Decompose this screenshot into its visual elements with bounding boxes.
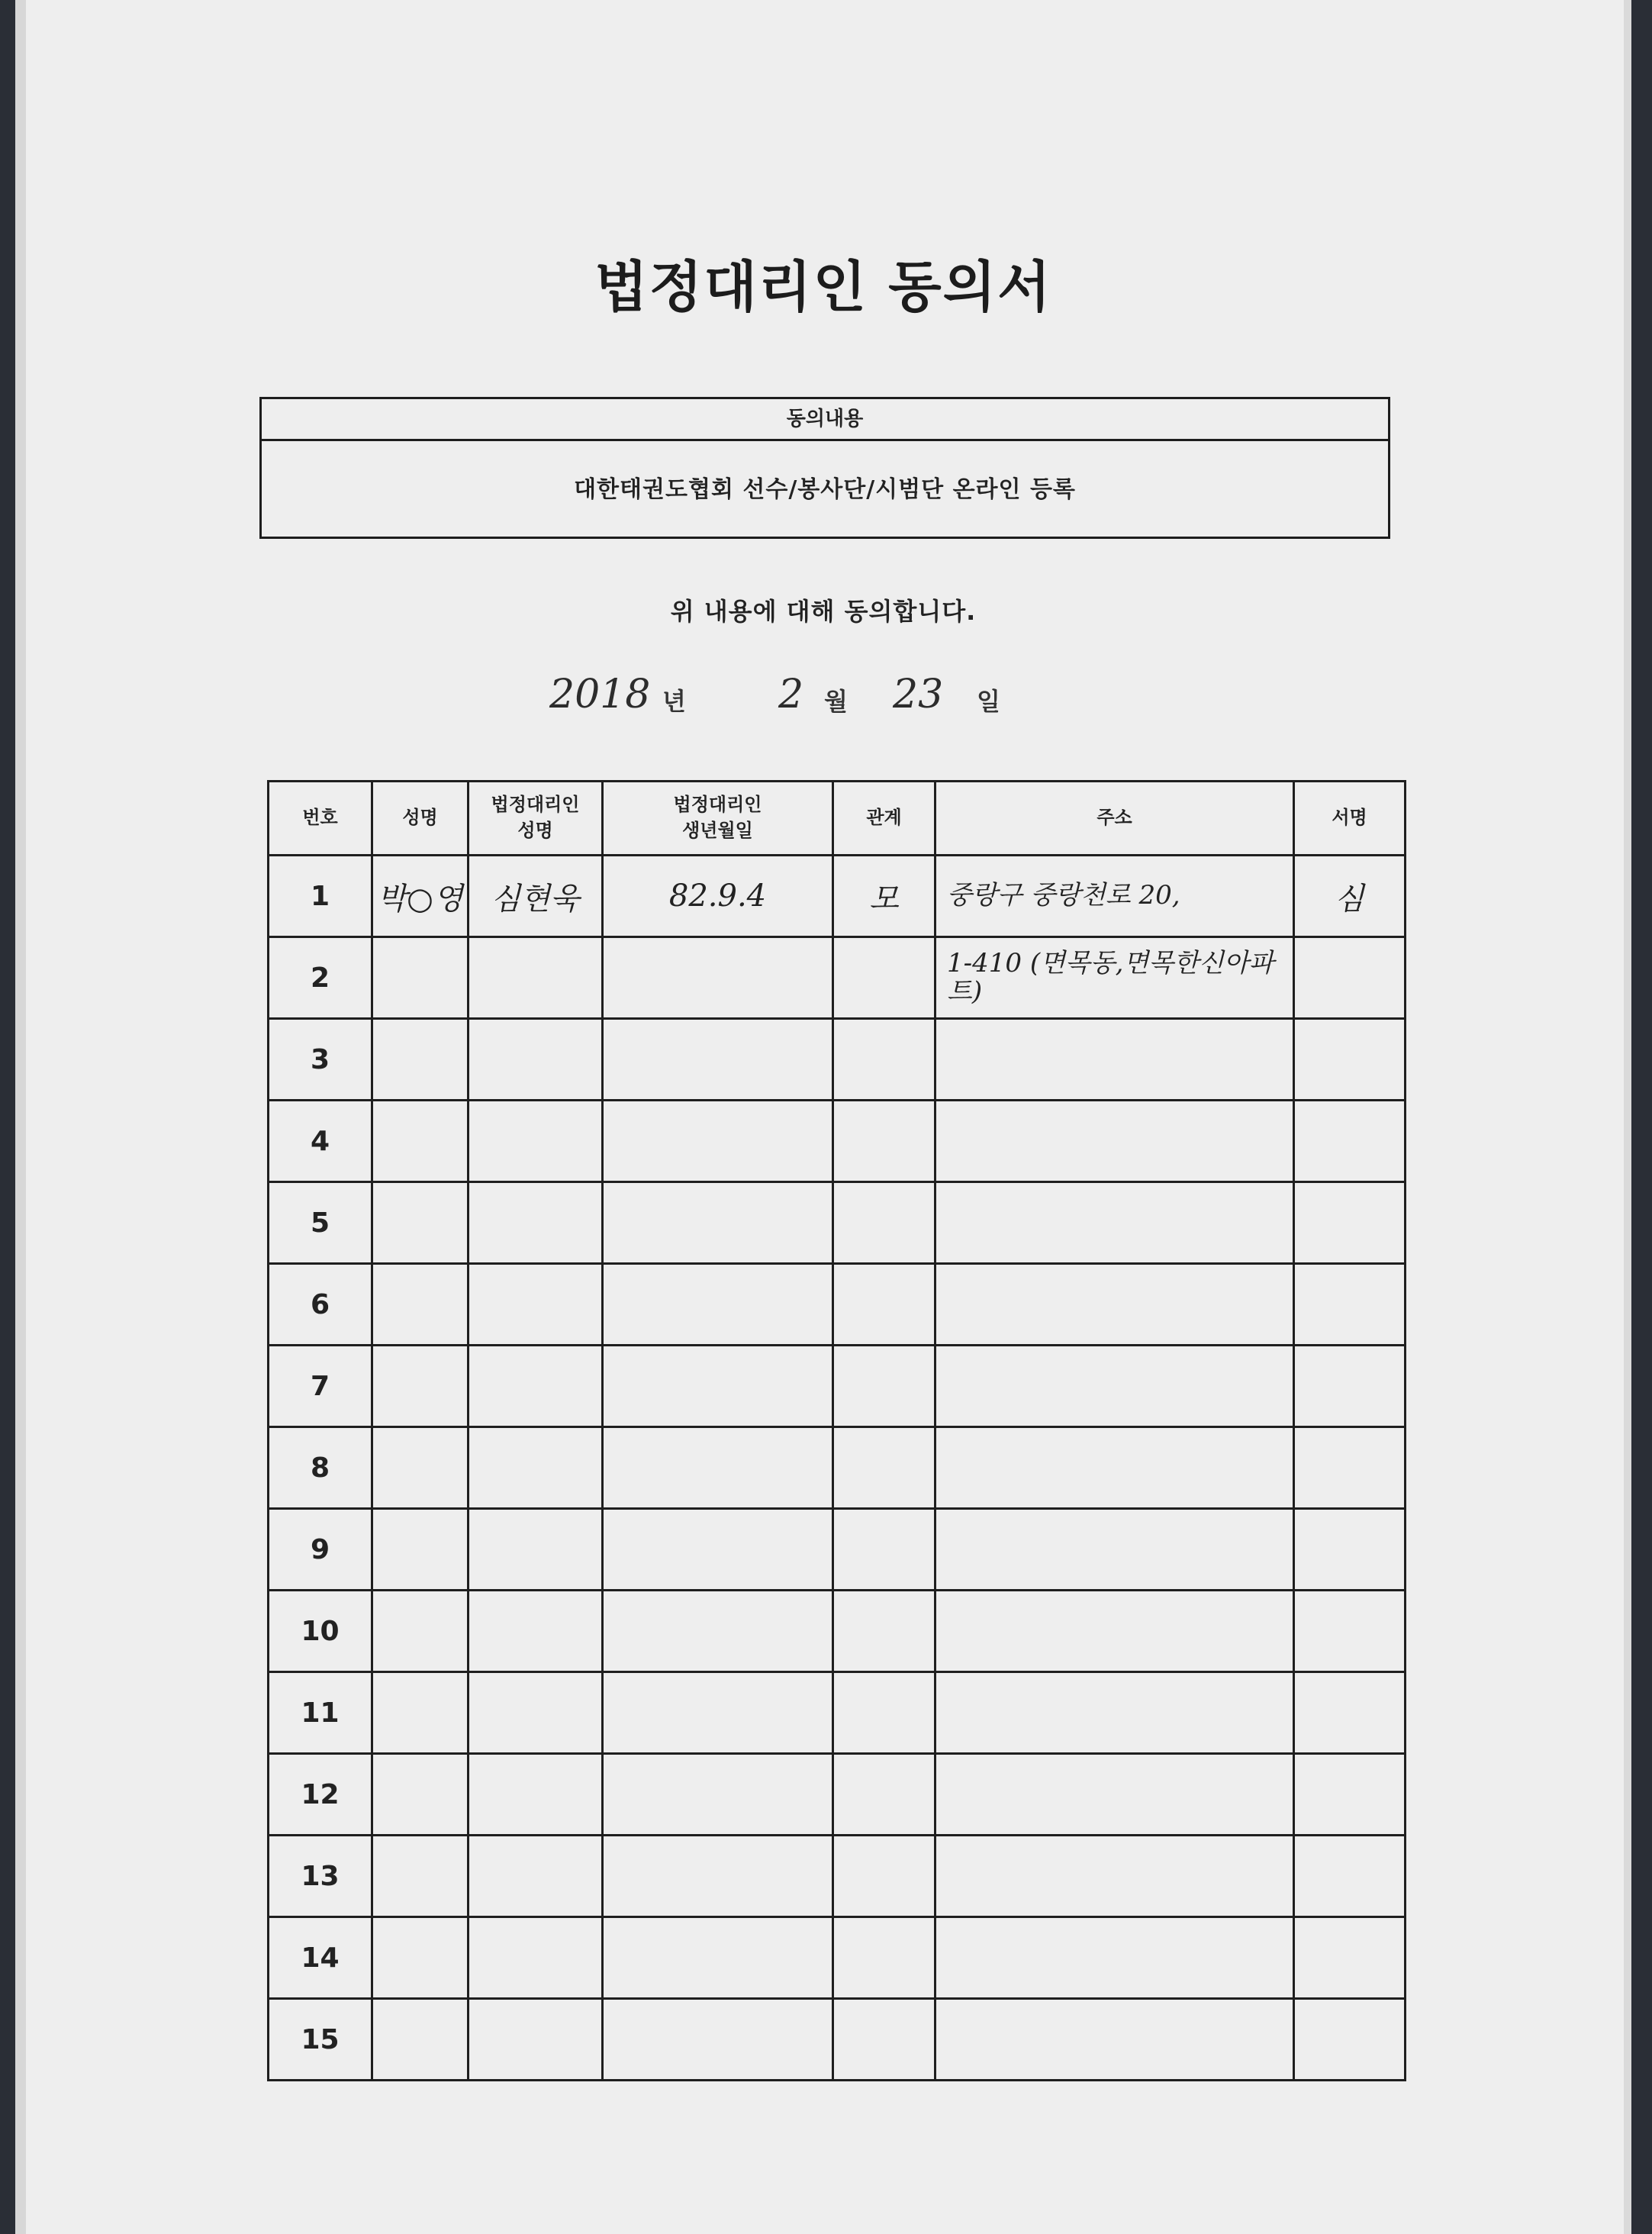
row-number-cell: 5 — [269, 1182, 372, 1264]
table-row — [269, 1591, 1406, 1672]
table-row — [269, 1182, 1406, 1264]
student-name-cell — [372, 1101, 469, 1182]
guardian-name-cell — [469, 1101, 603, 1182]
student-name-cell — [372, 1427, 469, 1509]
relation-cell — [833, 1836, 935, 1917]
guardian-name-cell — [469, 1591, 603, 1672]
student-name-cell — [372, 1019, 469, 1101]
guardian-name-cell — [469, 1672, 603, 1754]
guardian-name-cell — [469, 1917, 603, 1999]
guardian-birthdate-cell — [603, 1019, 833, 1101]
signature-cell: 심 — [1294, 856, 1406, 937]
guardian-name-cell: 심현욱 — [469, 856, 603, 937]
student-name-cell: 박○영 — [372, 856, 469, 937]
row-number-cell: 6 — [269, 1264, 372, 1346]
header-name: 성명 — [372, 782, 469, 856]
row-number-cell: 3 — [269, 1019, 372, 1101]
guardian-name-cell — [469, 1509, 603, 1591]
row-number-cell: 1 — [269, 856, 372, 937]
table-row — [269, 937, 1406, 1019]
signature-cell — [1294, 1509, 1406, 1591]
row-number-cell: 10 — [269, 1591, 372, 1672]
date-month-unit: 월 — [824, 687, 848, 716]
date-month: 2 — [778, 672, 804, 717]
student-name-cell — [372, 1182, 469, 1264]
header-signature: 서명 — [1294, 782, 1406, 856]
relation-cell — [833, 937, 935, 1019]
row-number-cell: 11 — [269, 1672, 372, 1754]
table-row — [269, 1999, 1406, 2081]
signature-cell — [1294, 937, 1406, 1019]
guardian-birthdate-cell — [603, 1754, 833, 1836]
consent-body: 대한태권도협회 선수/봉사단/시범단 온라인 등록 — [574, 476, 1076, 503]
header-guardian-birth: 법정대리인 생년월일 — [603, 782, 833, 856]
guardian-name-cell — [469, 1427, 603, 1509]
address-cell — [935, 1754, 1294, 1836]
header-guardian-name: 법정대리인 성명 — [469, 782, 603, 856]
address-cell — [935, 1836, 1294, 1917]
paper-sheet — [15, 0, 1631, 2234]
relation-cell — [833, 1754, 935, 1836]
guardian-name-cell — [469, 1346, 603, 1427]
relation-cell — [833, 1672, 935, 1754]
address-cell — [935, 1672, 1294, 1754]
guardian-name-cell — [469, 1754, 603, 1836]
signature-cell — [1294, 1182, 1406, 1264]
guardian-birthdate-cell — [603, 1264, 833, 1346]
student-name-cell — [372, 1754, 469, 1836]
relation-cell — [833, 1999, 935, 2081]
header-relation: 관계 — [833, 782, 935, 856]
guardian-birthdate-cell — [603, 1427, 833, 1509]
guardian-birthdate-cell — [603, 1101, 833, 1182]
table-row — [269, 1917, 1406, 1999]
row-number-cell: 9 — [269, 1509, 372, 1591]
address-cell — [935, 1999, 1294, 2081]
signature-cell — [1294, 1264, 1406, 1346]
paper-edge-left — [15, 0, 26, 2234]
date-line — [549, 672, 1084, 733]
signature-cell — [1294, 1346, 1406, 1427]
table-row — [269, 1346, 1406, 1427]
table-row — [269, 1264, 1406, 1346]
relation-cell — [833, 1182, 935, 1264]
student-name-cell — [372, 1836, 469, 1917]
guardian-birthdate-cell — [603, 1672, 833, 1754]
guardian-birthdate-cell — [603, 1509, 833, 1591]
consent-header: 동의내용 — [262, 399, 1388, 441]
row-number-cell: 13 — [269, 1836, 372, 1917]
signature-cell — [1294, 1917, 1406, 1999]
relation-cell — [833, 1427, 935, 1509]
header-address: 주소 — [935, 782, 1294, 856]
document-title: 법정대리인 동의서 — [594, 255, 1052, 319]
guardian-birthdate-cell — [603, 937, 833, 1019]
row-number-cell: 12 — [269, 1754, 372, 1836]
address-cell — [935, 1427, 1294, 1509]
relation-cell — [833, 1019, 935, 1101]
date-year: 2018 — [549, 672, 651, 717]
table-row — [269, 856, 1406, 937]
guardian-birthdate-cell: 82.9.4 — [603, 856, 833, 937]
relation-cell — [833, 1591, 935, 1672]
paper-edge-right — [1624, 0, 1631, 2234]
student-name-cell — [372, 1999, 469, 2081]
student-name-cell — [372, 1264, 469, 1346]
signature-cell — [1294, 1999, 1406, 2081]
table-row — [269, 1509, 1406, 1591]
date-year-unit: 년 — [662, 687, 686, 716]
guardian-birthdate-cell — [603, 1917, 833, 1999]
guardian-birthdate-cell — [603, 1182, 833, 1264]
student-name-cell — [372, 1591, 469, 1672]
relation-cell — [833, 1346, 935, 1427]
header-number: 번호 — [269, 782, 372, 856]
table-row — [269, 1019, 1406, 1101]
signature-cell — [1294, 1754, 1406, 1836]
date-day-unit: 일 — [977, 687, 1000, 716]
table-row — [269, 1672, 1406, 1754]
signature-cell — [1294, 1019, 1406, 1101]
address-cell — [935, 1264, 1294, 1346]
signature-cell — [1294, 1427, 1406, 1509]
address-cell — [935, 1591, 1294, 1672]
guardian-name-cell — [469, 1999, 603, 2081]
student-name-cell — [372, 1917, 469, 1999]
guardian-name-cell — [469, 1264, 603, 1346]
guardian-name-cell — [469, 937, 603, 1019]
address-cell — [935, 1346, 1294, 1427]
guardian-name-cell — [469, 1182, 603, 1264]
signature-cell — [1294, 1672, 1406, 1754]
student-name-cell — [372, 937, 469, 1019]
address-cell: 1-410 (면목동,면목한신아파트) — [935, 937, 1294, 1019]
date-day: 23 — [893, 672, 944, 717]
table-header-row — [269, 782, 1406, 856]
consent-box — [259, 397, 1390, 539]
row-number-cell: 14 — [269, 1917, 372, 1999]
row-number-cell: 8 — [269, 1427, 372, 1509]
signature-cell — [1294, 1836, 1406, 1917]
table-row — [269, 1101, 1406, 1182]
address-cell — [935, 1101, 1294, 1182]
signature-cell — [1294, 1101, 1406, 1182]
guardian-birthdate-cell — [603, 1836, 833, 1917]
address-cell — [935, 1182, 1294, 1264]
guardian-birthdate-cell — [603, 1999, 833, 2081]
student-name-cell — [372, 1672, 469, 1754]
row-number-cell: 2 — [269, 937, 372, 1019]
address-cell — [935, 1509, 1294, 1591]
row-number-cell: 7 — [269, 1346, 372, 1427]
guardian-name-cell — [469, 1836, 603, 1917]
address-cell: 중랑구 중랑천로 20, — [935, 856, 1294, 937]
row-number-cell: 4 — [269, 1101, 372, 1182]
relation-cell — [833, 1101, 935, 1182]
student-name-cell — [372, 1346, 469, 1427]
relation-cell — [833, 1264, 935, 1346]
agree-statement: 위 내용에 대해 동의합니다. — [670, 597, 977, 626]
guardian-table — [267, 780, 1406, 2081]
table-row — [269, 1754, 1406, 1836]
guardian-name-cell — [469, 1019, 603, 1101]
table-body — [269, 856, 1406, 2081]
address-cell — [935, 1917, 1294, 1999]
relation-cell — [833, 1509, 935, 1591]
row-number-cell: 15 — [269, 1999, 372, 2081]
table-row — [269, 1427, 1406, 1509]
table-row — [269, 1836, 1406, 1917]
relation-cell: 모 — [833, 856, 935, 937]
guardian-birthdate-cell — [603, 1346, 833, 1427]
address-cell — [935, 1019, 1294, 1101]
signature-cell — [1294, 1591, 1406, 1672]
guardian-birthdate-cell — [603, 1591, 833, 1672]
relation-cell — [833, 1917, 935, 1999]
student-name-cell — [372, 1509, 469, 1591]
